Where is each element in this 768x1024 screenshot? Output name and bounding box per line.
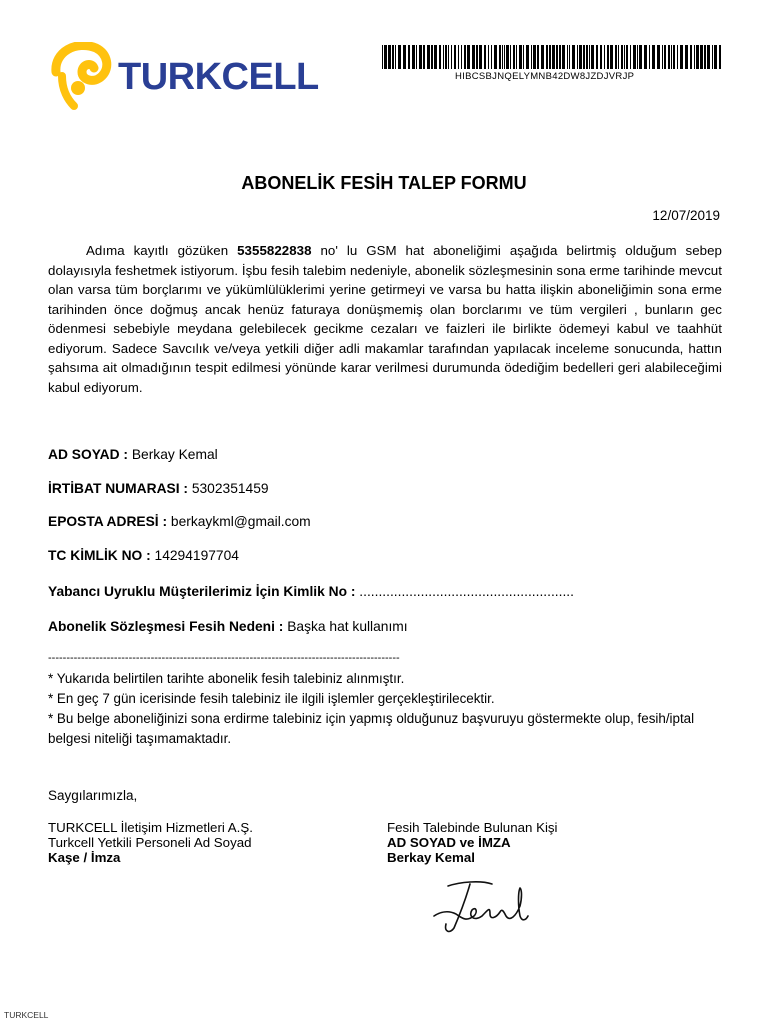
barcode-bar bbox=[696, 45, 699, 69]
barcode-bar bbox=[591, 45, 594, 69]
barcode-bar bbox=[513, 45, 515, 69]
barcode-bar bbox=[714, 45, 717, 69]
body-paragraph bbox=[48, 241, 722, 397]
field-label: Yabancı Uyruklu Müşterilerimiz İçin Kimlik No : bbox=[48, 584, 356, 599]
barcode-bar bbox=[707, 45, 710, 69]
field-ad-soyad bbox=[48, 447, 218, 462]
field-value: 14294197704 bbox=[150, 548, 239, 563]
barcode-bar bbox=[621, 45, 623, 69]
barcode-bar bbox=[559, 45, 561, 69]
barcode-text: HIBCSBJNQELYMNB42DW8JZDJVRJP bbox=[455, 71, 635, 82]
body-text-part2: no' lu GSM hat aboneliğimi aşağıda belirtmiş olduğum sebep dolayısıyla feshetmek istiyorum. İşbu fesih talebim nedeniyle, abonelik sözleşmesinin sona erme tarihinde mevcut olan varsa tüm borçlarımı ve yükümlülüklerimi yerine getirmeyi ve varsa bu hatta ilişkin aboneliğimin sona erme tarihinden önce doğmuş ancak henüz faturaya donüşmemiş olan borclarımı ve tüm vergileri , bunların gec ödenmesi sebebiyle meydana gelebilecek gecikme cezaları ve faizleri ile birlikte ödemeyi kabul ve taahhüt ediyorum. Sadece Savcılık ve/veya yetkili diğer adli makamlar tarafından yapılacak inceleme sonucunda, hattın şahsıma ait olmadığının tespit edilmesi yönünde karar verilmesi durumunda ödediğim bedelleri geri alabileceğimi kabul ediyorum. bbox=[48, 243, 722, 395]
field-label: AD SOYAD : bbox=[48, 447, 128, 462]
barcode-bar bbox=[586, 45, 588, 69]
barcode-bar bbox=[458, 45, 459, 69]
barcode-bar bbox=[604, 45, 605, 69]
barcode-bar bbox=[562, 45, 565, 69]
barcode-bar bbox=[685, 45, 688, 69]
field-label: Abonelik Sözleşmesi Fesih Nedeni : bbox=[48, 619, 284, 634]
barcode-bar bbox=[491, 45, 492, 69]
barcode-bar bbox=[649, 45, 650, 69]
barcode-bar bbox=[531, 45, 532, 69]
barcode-bar bbox=[577, 45, 578, 69]
barcode-bar bbox=[467, 45, 470, 69]
barcode-bar bbox=[618, 45, 619, 69]
barcode-bar bbox=[615, 45, 617, 69]
barcode-bar bbox=[504, 45, 505, 69]
field-value: ........................................................ bbox=[355, 584, 574, 599]
company-name: TURKCELL İletişim Hizmetleri A.Ş. bbox=[48, 820, 253, 835]
stamp-signature-label: Kaşe / İmza bbox=[48, 850, 121, 865]
barcode-bar bbox=[680, 45, 683, 69]
barcode-bar bbox=[549, 45, 551, 69]
barcode-bar bbox=[479, 45, 482, 69]
barcode-bar bbox=[630, 45, 631, 69]
name-signature-label: AD SOYAD ve İMZA bbox=[387, 835, 511, 850]
barcode-bar bbox=[600, 45, 602, 69]
barcode-bar bbox=[445, 45, 447, 69]
barcode-bar bbox=[712, 45, 713, 69]
field-irtibat-numarasi bbox=[48, 481, 269, 496]
barcode-bar bbox=[476, 45, 478, 69]
barcode-bar bbox=[541, 45, 544, 69]
barcode-bar bbox=[472, 45, 475, 69]
authorized-personnel: Turkcell Yetkili Personeli Ad Soyad bbox=[48, 835, 252, 850]
barcode-bar bbox=[662, 45, 663, 69]
barcode-bar bbox=[519, 45, 522, 69]
note-1: * Yukarıda belirtilen tarihte abonelik fesih talebiniz alınmıştır. bbox=[48, 671, 405, 686]
field-yabanci-kimlik-no bbox=[48, 584, 574, 599]
barcode-bar bbox=[516, 45, 517, 69]
barcode-bar bbox=[657, 45, 660, 69]
field-eposta-adresi bbox=[48, 514, 311, 529]
requester-signature-block bbox=[387, 820, 558, 865]
handwritten-signature bbox=[430, 876, 530, 938]
barcode-bar bbox=[434, 45, 437, 69]
turkcell-logo bbox=[48, 42, 338, 112]
field-fesih-nedeni bbox=[48, 619, 408, 634]
barcode-bar bbox=[419, 45, 422, 69]
barcode bbox=[382, 45, 722, 69]
barcode-bar bbox=[626, 45, 628, 69]
barcode-bar bbox=[569, 45, 570, 69]
barcode-bar bbox=[694, 45, 695, 69]
barcode-bar bbox=[484, 45, 486, 69]
barcode-bar bbox=[403, 45, 406, 69]
barcode-bar bbox=[427, 45, 430, 69]
barcode-bar bbox=[583, 45, 585, 69]
barcode-bar bbox=[668, 45, 670, 69]
note-2: * En geç 7 gün icerisinde fesih talebiniz ile ilgili işlemler gerçekleştirilecektir. bbox=[48, 691, 495, 706]
field-label: İRTİBAT NUMARASI : bbox=[48, 481, 188, 496]
barcode-bar bbox=[704, 45, 706, 69]
greeting: Saygılarımızla, bbox=[48, 788, 138, 803]
requester-label: Fesih Talebinde Bulunan Kişi bbox=[387, 820, 558, 835]
barcode-bar bbox=[499, 45, 501, 69]
barcode-bar bbox=[502, 45, 503, 69]
field-tc-kimlik-no bbox=[48, 548, 239, 563]
field-label: TC KİMLİK NO : bbox=[48, 548, 151, 563]
barcode-bar bbox=[395, 45, 396, 69]
barcode-bar bbox=[416, 45, 417, 69]
requester-name: Berkay Kemal bbox=[387, 850, 475, 865]
barcode-bar bbox=[533, 45, 536, 69]
barcode-bar bbox=[431, 45, 433, 69]
barcode-bar bbox=[589, 45, 590, 69]
barcode-bar bbox=[610, 45, 613, 69]
barcode-bar bbox=[423, 45, 425, 69]
barcode-bar bbox=[719, 45, 721, 69]
barcode-bar bbox=[700, 45, 703, 69]
document-title: ABONELİK FESİH TALEP FORMU bbox=[241, 173, 527, 193]
barcode-bar bbox=[652, 45, 655, 69]
barcode-bar bbox=[523, 45, 524, 69]
barcode-bar bbox=[382, 45, 383, 69]
barcode-bar bbox=[494, 45, 497, 69]
barcode-bar bbox=[461, 45, 462, 69]
barcode-bar bbox=[637, 45, 638, 69]
barcode-bar bbox=[454, 45, 456, 69]
barcode-bar bbox=[398, 45, 401, 69]
barcode-bar bbox=[546, 45, 548, 69]
document-date: 12/07/2019 bbox=[652, 208, 720, 223]
barcode-bar bbox=[633, 45, 636, 69]
barcode-bar bbox=[408, 45, 410, 69]
barcode-bar bbox=[488, 45, 489, 69]
field-value: 5302351459 bbox=[188, 481, 269, 496]
note-3: * Bu belge aboneliğinizi sona erdirme talebiniz için yapmış olduğunuz başvuruyu göstermekte olup, fesih/iptal belgesi niteliği taşımamaktadır. bbox=[48, 711, 695, 746]
barcode-bar bbox=[664, 45, 666, 69]
barcode-bar bbox=[556, 45, 558, 69]
turkcell-logo-icon bbox=[48, 42, 114, 112]
barcode-bar bbox=[579, 45, 582, 69]
barcode-bar bbox=[537, 45, 539, 69]
barcode-bar bbox=[671, 45, 672, 69]
body-text-part1: Adıma kayıtlı gözüken bbox=[86, 243, 238, 258]
barcode-bar bbox=[607, 45, 609, 69]
barcode-bar bbox=[526, 45, 529, 69]
company-signature-block bbox=[48, 820, 253, 865]
barcode-bar bbox=[384, 45, 387, 69]
barcode-bar bbox=[552, 45, 555, 69]
barcode-bar bbox=[673, 45, 675, 69]
barcode-bar bbox=[388, 45, 391, 69]
field-label: EPOSTA ADRESİ : bbox=[48, 514, 168, 529]
field-value: Berkay Kemal bbox=[128, 447, 218, 462]
barcode-bar bbox=[464, 45, 466, 69]
field-value: Başka hat kullanımı bbox=[283, 619, 408, 634]
barcode-bar bbox=[439, 45, 441, 69]
field-value: berkaykml@gmail.com bbox=[167, 514, 311, 529]
barcode-bar bbox=[644, 45, 647, 69]
barcode-bar bbox=[506, 45, 509, 69]
barcode-bar bbox=[596, 45, 598, 69]
barcode-bar bbox=[392, 45, 394, 69]
barcode-bar bbox=[639, 45, 642, 69]
barcode-bar bbox=[567, 45, 568, 69]
turkcell-logo-text: TURKCELL bbox=[118, 56, 319, 98]
barcode-bar bbox=[451, 45, 452, 69]
barcode-bar bbox=[690, 45, 692, 69]
barcode-bar bbox=[443, 45, 444, 69]
barcode-bar bbox=[572, 45, 575, 69]
phone-number: 5355822838 bbox=[237, 243, 312, 258]
barcode-bar bbox=[412, 45, 415, 69]
barcode-bar bbox=[677, 45, 678, 69]
barcode-bar bbox=[624, 45, 625, 69]
footer-text: TURKCELL bbox=[4, 1010, 49, 1020]
barcode-bar bbox=[448, 45, 449, 69]
dashed-divider: ------------------------------------------------------------------------------------------------ bbox=[48, 652, 400, 664]
barcode-bar bbox=[510, 45, 511, 69]
